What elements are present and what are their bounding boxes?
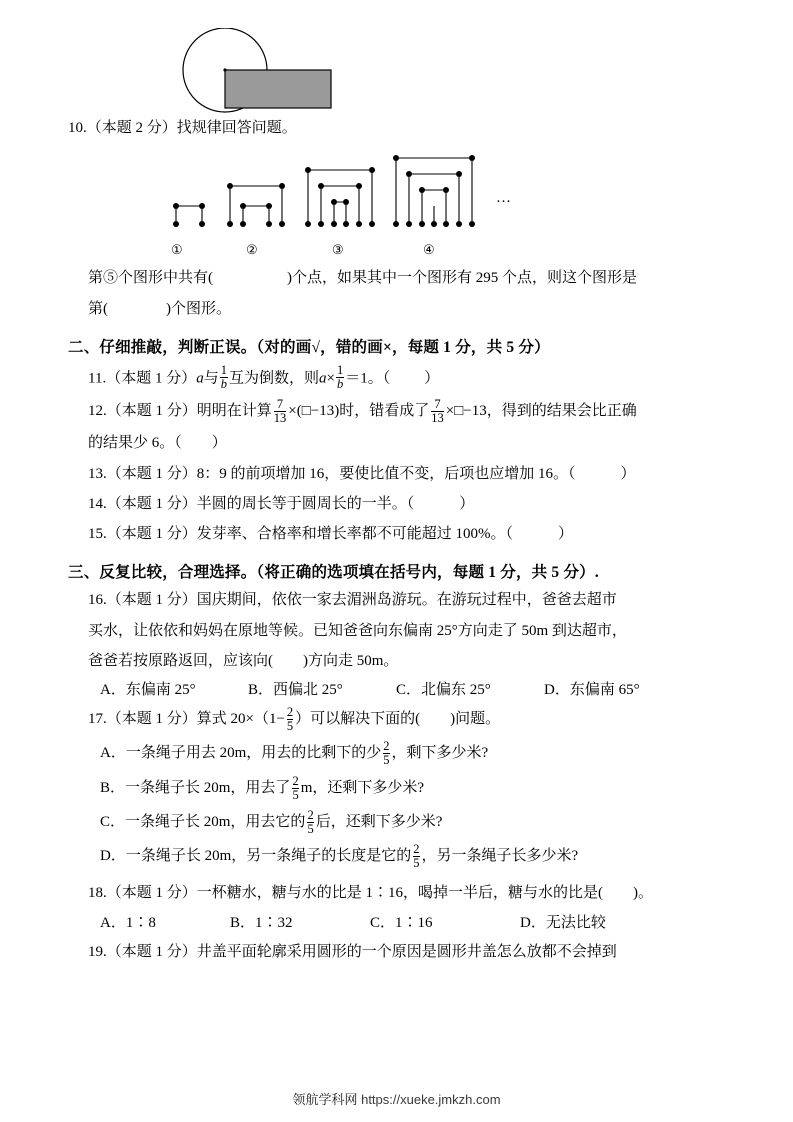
q11-prefix: 11.（本题 1 分） [88,370,197,387]
footer-site-name: 领航学科网 [292,1092,358,1107]
question-10-line1 [88,267,725,290]
top-figure-circle-rectangle [68,0,725,110]
q17-option-a-text1: A．一条绳子用去 20m，用去的比剩下的少 [100,745,382,762]
section-2-title: 二、仔细推敲，判断正误。（对的画√，错的画×，每题 1 分，共 5 分） [68,338,550,356]
question-16-line3: 爸爸若按原路返回，应该向( )方向走 50m。 [88,652,399,669]
q11-var-a: a [196,370,204,387]
pattern-label-3: ③ [332,242,344,258]
q12-fraction-1: $\frac{7}{13}$ [273,397,287,426]
q16-option-b[interactable]: B．西偏北 25° [248,682,343,698]
question-16-line1: 16.（本题 1 分）国庆期间，依依一家去湄洲岛游玩。在游玩过程中，爸爸去超市 [88,592,617,609]
q16-option-a[interactable]: A．东偏南 25° [100,682,196,698]
q17-stem-prefix: 17.（本题 1 分）算式 20×（1− [88,711,285,728]
q17-stem-suffix: ）可以解决下面的( )问题。 [295,711,501,728]
q12-suffix: ×□−13，得到的结果会比正确 [445,403,637,420]
footer-url: https://xueke.jmkzh.com [361,1092,501,1107]
q11-var-a2: a [318,370,327,387]
pattern-label-4: ④ [423,242,435,258]
question-18-stem: 18.（本题 1 分）一杯糖水，糖与水的比是 1∶16，喝掉一半后，糖与水的比是( )。 [88,885,653,902]
question-17-option-b[interactable] [100,775,725,802]
question-17-option-a[interactable] [100,740,725,767]
q12-prefix: 12.（本题 1 分）明明在计算 [88,403,272,420]
q18-option-b[interactable]: B．1∶32 [230,914,293,931]
section-3-title: 三、反复比较，合理选择。（将正确的选项填在括号内，每题 1 分，共 5 分）. [68,564,599,582]
question-10-line2 [88,298,725,321]
q17-option-b-fraction: $\frac{2}{5}$ [292,773,299,802]
q17-option-b-text1: B．一条绳子长 20m，用去了 [100,779,291,796]
q11-close-paren: ） [424,370,440,387]
q11-fraction-2: $\frac{1}{b}$ [336,362,344,391]
q11-text-yu: 与 [203,370,219,387]
question-10-pattern-figure [68,146,725,242]
pattern-label-2: ② [246,242,258,258]
question-17-option-d[interactable] [100,843,725,870]
q11-fraction-1: $\frac{1}{b}$ [220,362,227,391]
q10-line1-suffix: )个点，如果其中一个图形有 295 个点，则这个图形是 [287,270,637,287]
footer-watermark [0,1089,793,1108]
q17-option-d-text1: D．一条绳子长 20m，另一条绳子的长度是它的 [100,848,412,865]
q11-text-mid: 互为倒数，则 [228,370,319,387]
q12-fraction-2: $\frac{7}{13}$ [431,397,444,426]
question-17-stem [88,706,725,733]
question-12-line1 [88,398,725,425]
q10-line2-prefix: 第( [88,300,108,317]
question-12-line2: 的结果少 6。（ ） [88,435,227,452]
question-16-options [100,678,725,699]
q12-mid: ×(□−13)时，错看成了 [288,403,430,420]
circle-rectangle-svg [173,28,413,128]
q18-option-c[interactable]: C．1∶16 [370,914,433,931]
question-13: 13.（本题 1 分）8：9 的前项增加 16，要使比值不变，后项也应增加 16。（ ） [88,465,636,482]
q16-option-d[interactable]: D．东偏南 65° [544,682,640,698]
question-14: 14.（本题 1 分）半圆的周长等于圆周长的一半。（ ） [88,495,475,512]
pattern-figure-svg [158,146,538,238]
q11-times: × [326,370,335,387]
pattern-label-1: ① [171,242,183,258]
q17-option-a-fraction: $\frac{2}{5}$ [383,739,390,768]
q11-equals: ＝1。（ [345,370,391,387]
question-19: 19.（本题 1 分）井盖平面轮廓采用圆形的一个原因是圆形井盖怎么放都不会掉到 [88,943,617,960]
q17-option-d-fraction: $\frac{2}{5}$ [413,842,420,871]
question-15: 15.（本题 1 分）发芽率、合格率和增长率都不可能超过 100%。（ ） [88,526,573,542]
question-18-options [100,911,725,932]
q17-option-b-text2: m，还剩下多少米? [300,779,425,796]
q17-option-c-fraction: $\frac{2}{5}$ [307,807,314,836]
pattern-figure-labels [68,190,725,260]
question-16-line2: 买水，让依依和妈妈在原地等候。已知爸爸向东偏南 25°方向走了 50m 到达超市， [88,622,627,639]
question-17-option-c[interactable] [100,809,725,836]
question-10-stem: 10.（本题 2 分）找规律回答问题。 [68,120,297,136]
q17-stem-fraction: $\frac{2}{5}$ [286,705,294,734]
q18-option-a[interactable]: A．1∶8 [100,914,156,931]
q17-option-d-text2: ，另一条绳子长多少米? [421,848,579,865]
q10-line2-suffix: )个图形。 [166,300,231,317]
q18-option-d[interactable]: D．无法比较 [520,914,606,931]
q17-option-c-text1: C．一条绳子长 20m，用去它的 [100,813,306,830]
q10-line1-prefix: 第⑤个图形中共有( [88,270,213,287]
q16-option-c[interactable]: C．北偏东 25° [396,682,491,698]
q17-option-a-text2: ，剩下多少米? [391,745,489,762]
pattern-label-ellipsis: … [496,190,511,207]
question-11 [88,364,725,391]
q17-option-c-text2: 后，还剩下多少米? [315,813,443,830]
